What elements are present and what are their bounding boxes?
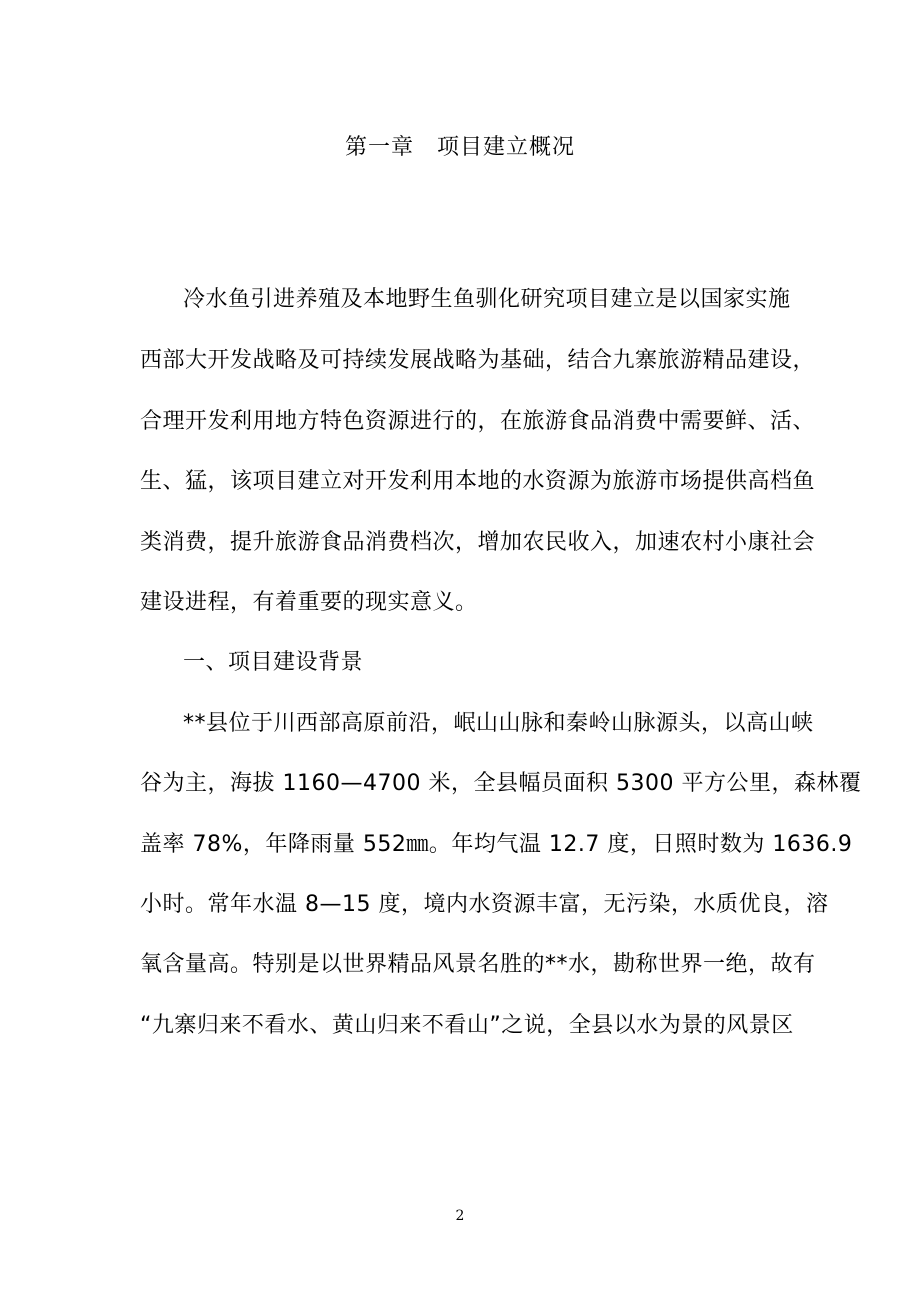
paragraph-line: 盖率 78%，年降雨量 552㎜。年均气温 12.7 度，日照时数为 1636.9 xyxy=(140,832,853,857)
chapter-title: 第一章 项目建立概况 xyxy=(344,135,575,160)
paragraph-line: 谷为主，海拔 1160—4700 米，全县幅员面积 5300 平方公里，森林覆 xyxy=(140,771,862,796)
paragraph-line: **县位于川西部高原前沿，岷山山脉和秦岭山脉源头，以高山峡 xyxy=(183,711,814,736)
paragraph-line: 生、猛，该项目建立对开发利用本地的水资源为旅游市场提供高档鱼 xyxy=(140,469,816,494)
paragraph-line: 小时。常年水温 8—15 度，境内水资源丰富，无污染，水质优良，溶 xyxy=(140,892,829,917)
paragraph-line: 建设进程，有着重要的现实意义。 xyxy=(140,590,478,615)
paragraph-line: “九寨归来不看水、黄山归来不看山”之说，全县以水为景的风景区 xyxy=(140,1013,794,1038)
paragraph-line: 类消费，提升旅游食品消费档次，增加农民收入，加速农村小康社会 xyxy=(140,530,816,555)
paragraph-line: 冷水鱼引进养殖及本地野生鱼驯化研究项目建立是以国家实施 xyxy=(183,287,791,312)
paragraph-line: 合理开发利用地方特色资源进行的，在旅游食品消费中需要鲜、活、 xyxy=(140,409,816,434)
paragraph-line: 氧含量高。特别是以世界精品风景名胜的**水，勘称世界一绝，故有 xyxy=(140,952,816,977)
page-number: 2 xyxy=(455,1208,465,1224)
section-heading: 一、项目建设背景 xyxy=(183,650,364,675)
paragraph-line: 西部大开发战略及可持续发展战略为基础，结合九寨旅游精品建设， xyxy=(140,348,816,373)
